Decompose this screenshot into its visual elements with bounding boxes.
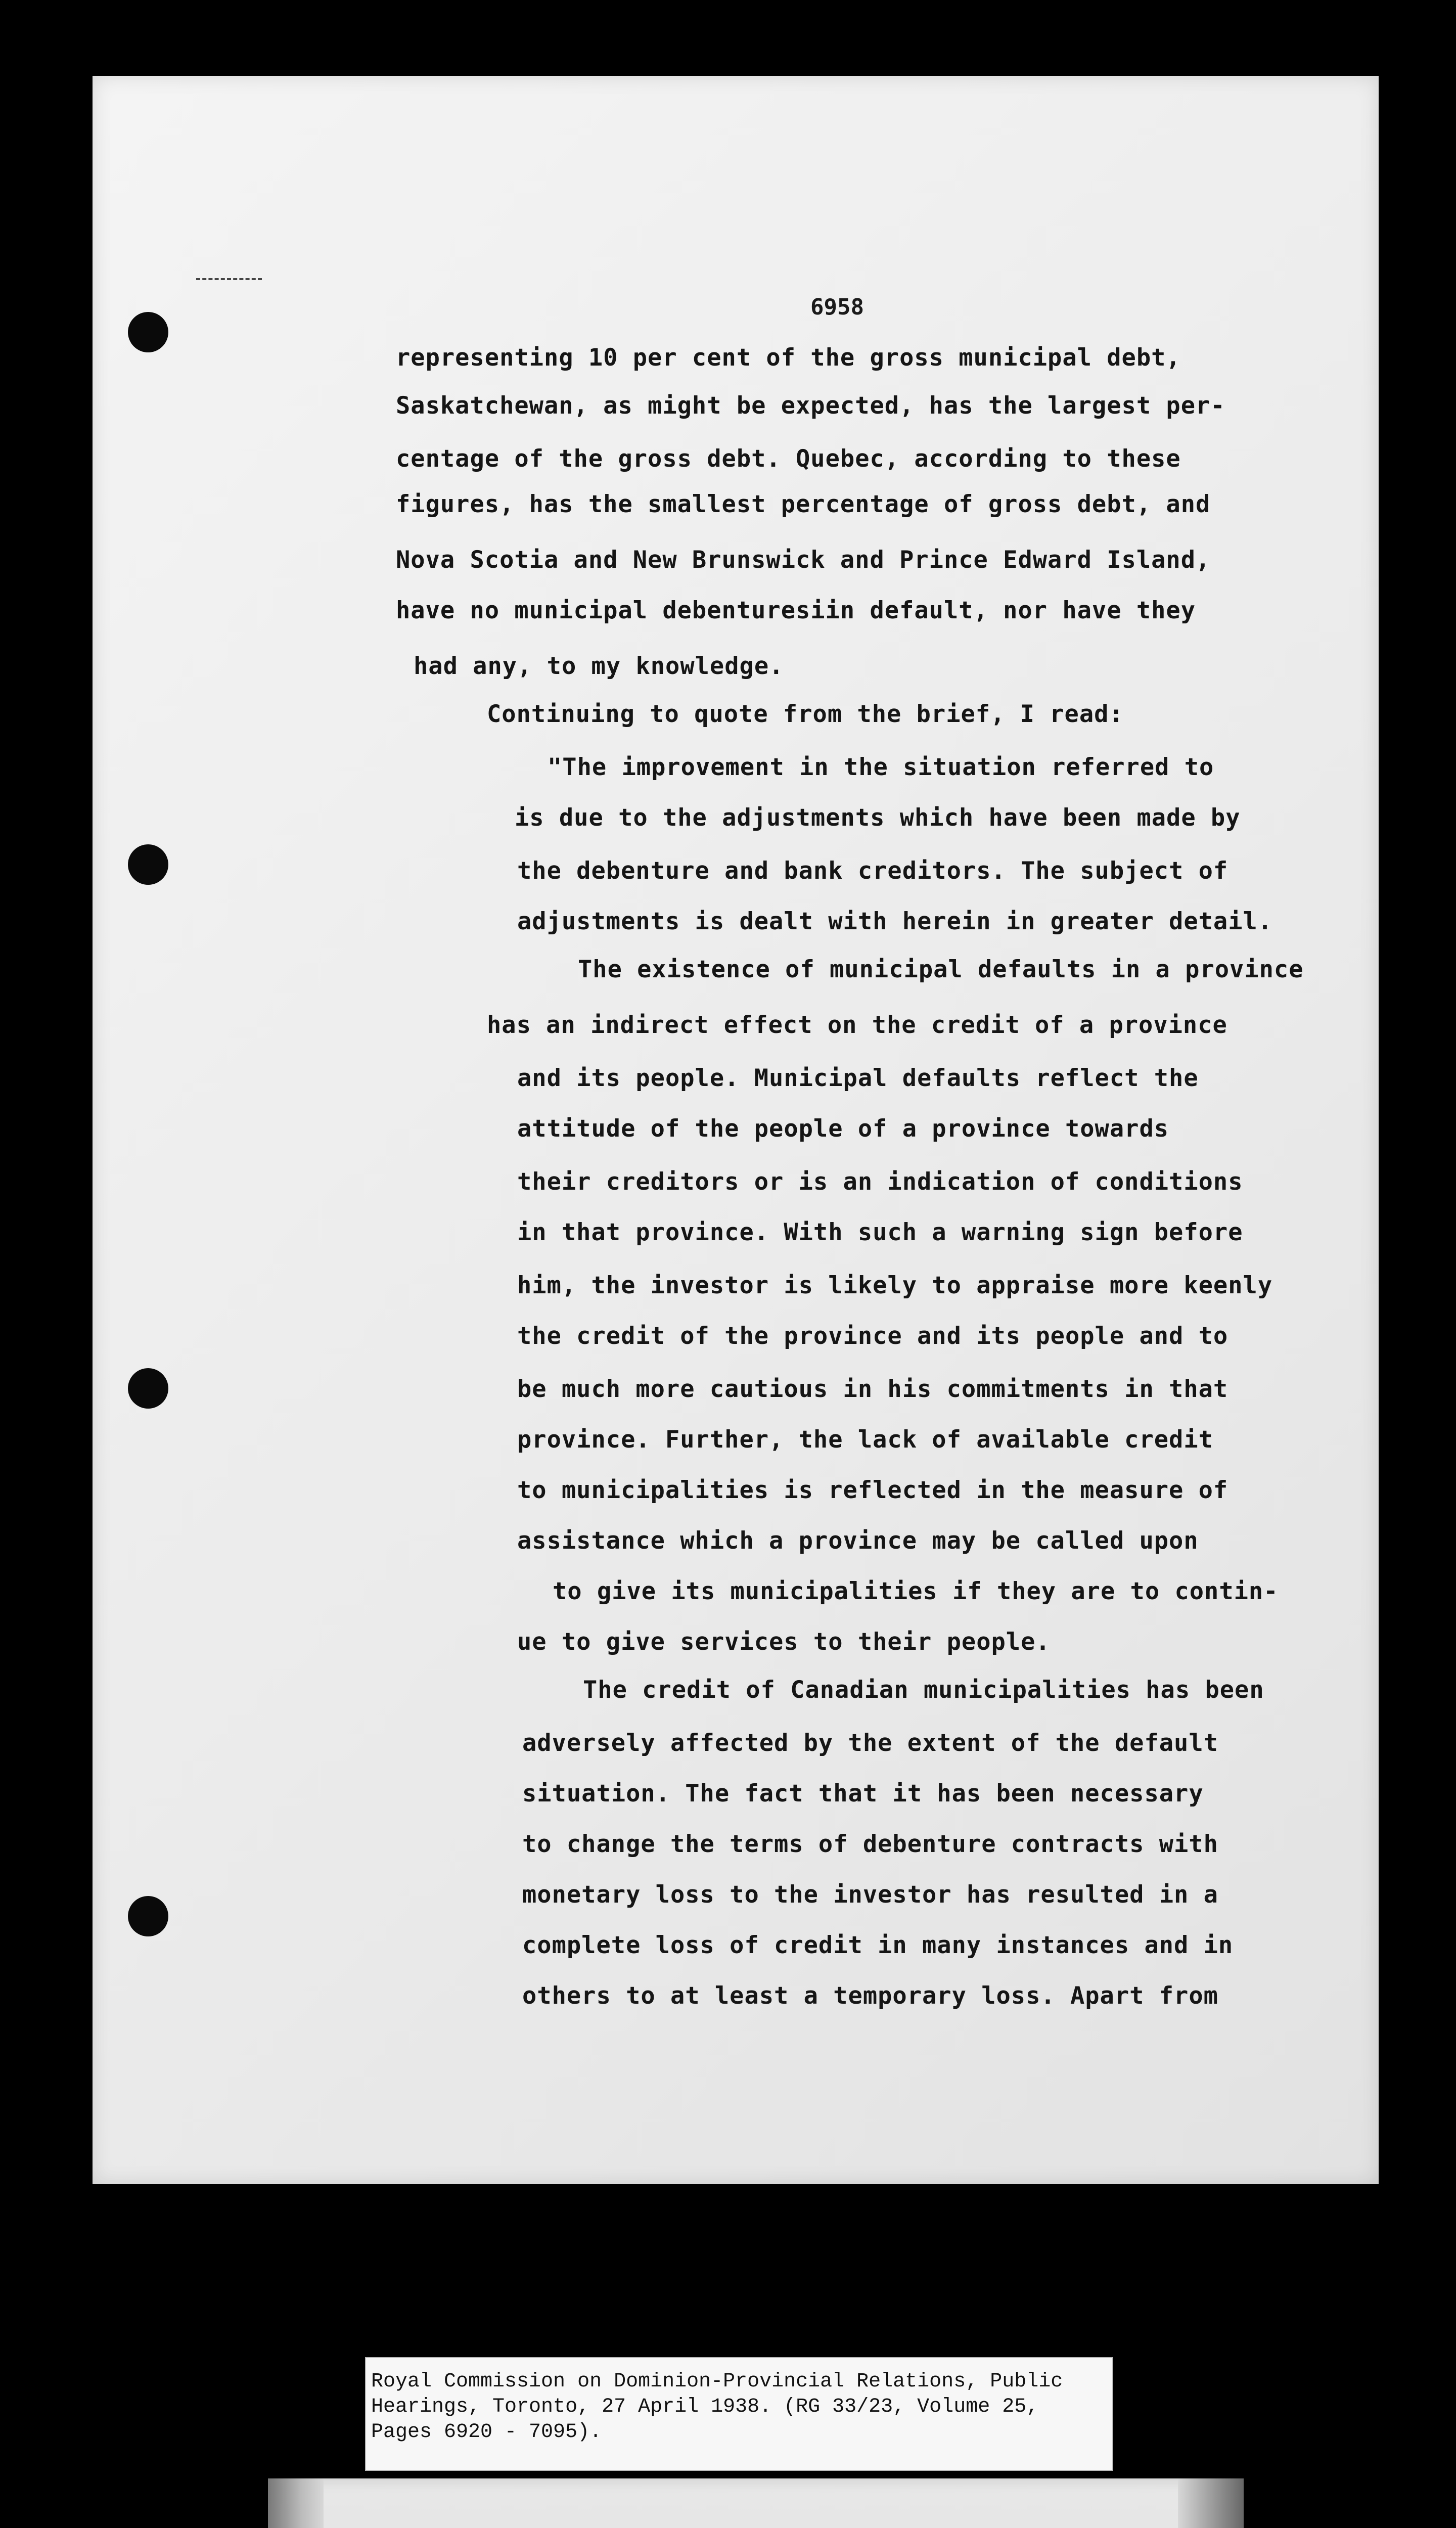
text-line: Saskatchewan, as might be expected, has the largest per- (396, 392, 1225, 420)
text-line: the credit of the province and its people and to (517, 1322, 1228, 1350)
text-line: him, the investor is likely to appraise more keenly (517, 1272, 1273, 1299)
text-line: monetary loss to the investor has resulted in a (522, 1881, 1218, 1909)
text-line: be much more cautious in his commitments in that (517, 1375, 1228, 1403)
text-line: attitude of the people of a province towards (517, 1115, 1169, 1143)
text-line: figures, has the smallest percentage of gross debt, and (396, 490, 1211, 518)
text-line: Nova Scotia and New Brunswick and Prince Edward Island, (396, 546, 1211, 574)
text-line: to give its municipalities if they are to contin- (553, 1577, 1279, 1605)
text-line: province. Further, the lack of available credit (517, 1426, 1213, 1454)
stamp-right-edge (1178, 2478, 1244, 2528)
archival-caption (365, 2357, 1113, 2471)
text-line: adjustments is dealt with herein in greater detail. (517, 908, 1273, 935)
text-line: had any, to my knowledge. (414, 652, 784, 680)
caption-line: Pages 6920 - 7095). (371, 2421, 602, 2444)
text-line: the debenture and bank creditors. The subject of (517, 857, 1228, 885)
text-line: in that province. With such a warning sign before (517, 1218, 1243, 1246)
text-line: has an indirect effect on the credit of a province (487, 1011, 1227, 1039)
text-line: The existence of municipal defaults in a province (578, 956, 1304, 983)
text-line: have no municipal debenturesiin default, nor have they (396, 597, 1196, 624)
text-line: representing 10 per cent of the gross municipal debt, (396, 344, 1181, 372)
text-line: complete loss of credit in many instances and in (522, 1931, 1234, 1959)
text-line: centage of the gross debt. Quebec, according to these (396, 445, 1181, 473)
text-line: and its people. Municipal defaults reflect the (517, 1064, 1199, 1092)
punch-hole-3 (128, 1368, 168, 1409)
text-line: "The improvement in the situation referred to (548, 753, 1214, 781)
text-line: assistance which a province may be called upon (517, 1527, 1199, 1555)
stamp-left-edge (268, 2478, 324, 2528)
caption-line: Hearings, Toronto, 27 April 1938. (RG 33/23, Volume 25, (371, 2396, 1039, 2418)
caption-line: Royal Commission on Dominion-Provincial Relations, Public (371, 2370, 1063, 2393)
text-line: adversely affected by the extent of the default (522, 1729, 1218, 1757)
margin-mark (196, 278, 262, 283)
text-line: ue to give services to their people. (517, 1628, 1051, 1656)
archives-stamp (268, 2478, 1244, 2528)
text-line: their creditors or is an indication of conditions (517, 1168, 1243, 1196)
punch-hole-4 (128, 1896, 168, 1936)
text-line: to change the terms of debenture contracts with (522, 1830, 1218, 1858)
typed-page (93, 76, 1379, 2184)
punch-hole-2 (128, 844, 168, 885)
punch-hole-1 (128, 312, 168, 352)
text-line: is due to the adjustments which have been made by (515, 804, 1241, 832)
text-line: others to at least a temporary loss. Apart from (522, 1982, 1218, 2010)
text-line: to municipalities is reflected in the measure of (517, 1476, 1228, 1504)
text-line: The credit of Canadian municipalities has been (583, 1676, 1264, 1704)
text-line: situation. The fact that it has been necessary (522, 1780, 1204, 1808)
text-line: Continuing to quote from the brief, I read: (487, 700, 1124, 728)
page-number: 6958 (810, 294, 864, 320)
